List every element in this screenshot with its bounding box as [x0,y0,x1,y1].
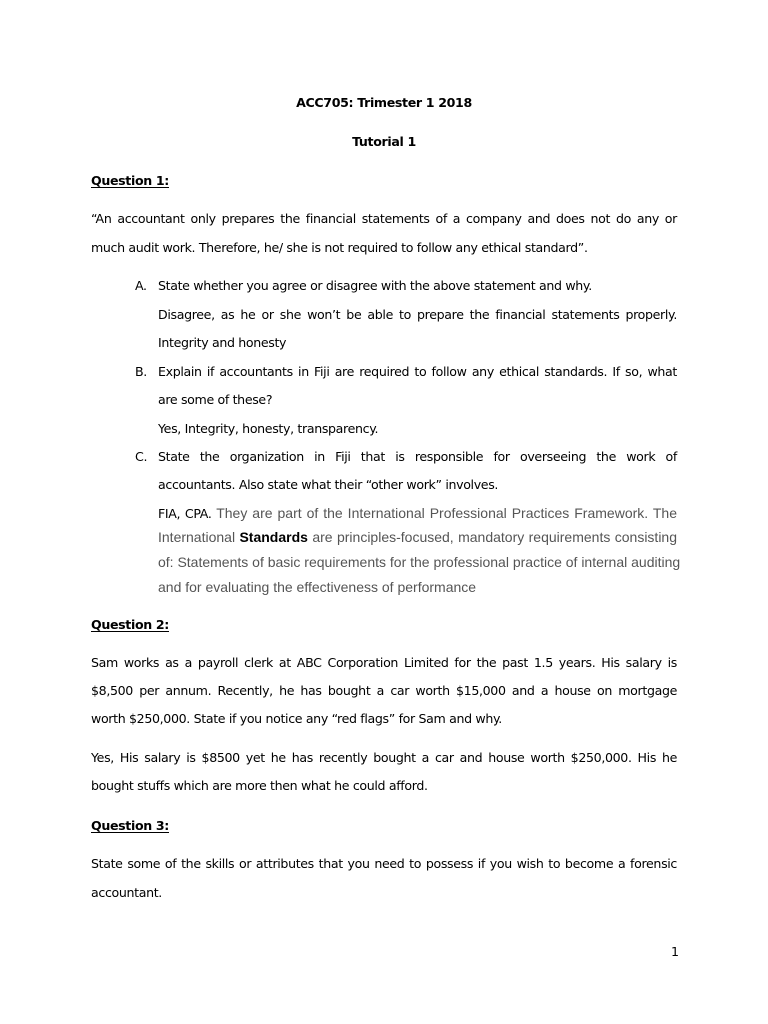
item-c-answer-standards: Standards [239,529,308,545]
item-c-answer-line-3: of: Statements of basic requirements for the professional practice of internal auditing [158,554,681,570]
question-2-answer-line-1: Yes, His salary is $8500 yet he has recently bought a car and house worth $250,000. His he [91,750,677,765]
item-b-question-line-1: Explain if accountants in Fiji are required to follow any ethical standards. If so, what [158,364,677,379]
item-a-answer-line-1: Disagree, as he or she won’t be able to prepare the financial statements properly. [158,307,677,322]
item-b-label: B. [135,364,147,379]
question-2-heading: Question 2: [91,617,169,632]
question-1-heading: Question 1: [91,173,169,188]
document-subtitle: Tutorial 1 [352,134,416,149]
question-3-line-1: State some of the skills or attributes that you need to possess if you wish to become a forensic [91,856,677,871]
item-c-question-line-2: accountants. Also state what their “other work” involves. [158,477,499,492]
item-b-question-line-2: are some of these? [158,392,273,407]
question-2-line-2: $8,500 per annum. Recently, he has bought a car worth $15,000 and a house on mortgage [91,683,677,698]
item-a-label: A. [135,278,147,293]
item-a-answer-line-2: Integrity and honesty [158,335,287,350]
item-a-question: State whether you agree or disagree with the above statement and why. [158,278,592,293]
question-3-heading: Question 3: [91,818,169,833]
document-title: ACC705: Trimester 1 2018 [296,95,472,110]
question-3-line-2: accountant. [91,885,162,900]
question-2-answer-line-2: bought stuffs which are more then what he could afford. [91,778,428,793]
item-c-question-line-1: State the organization in Fiji that is responsible for overseeing the work of [158,449,677,464]
item-c-answer-text: are principles-focused, mandatory requirements consisting [307,529,677,545]
item-c-answer-line-2 [158,530,677,545]
item-b-answer: Yes, Integrity, honesty, transparency. [158,421,379,436]
item-c-answer-line-1 [158,506,677,521]
question-2-line-3: worth $250,000. State if you notice any “red flags” for Sam and why. [91,711,502,726]
item-c-answer-bold-lead: FIA, CPA. [158,506,212,521]
question-1-statement-line-1: “An accountant only prepares the financial statements of a company and does not do any or [91,211,677,226]
item-c-label: C. [135,449,148,464]
question-2-line-1: Sam works as a payroll clerk at ABC Corporation Limited for the past 1.5 years. His salary is [91,655,677,670]
question-1-statement-line-2: much audit work. Therefore, he/ she is not required to follow any ethical standard”. [91,240,588,255]
item-c-answer-text: They are part of the International Professional Practices Framework. The [211,505,677,521]
item-c-answer-text: International [158,529,240,545]
item-c-answer-line-4: and for evaluating the effectiveness of performance [158,579,477,595]
page-number: 1 [671,944,679,959]
